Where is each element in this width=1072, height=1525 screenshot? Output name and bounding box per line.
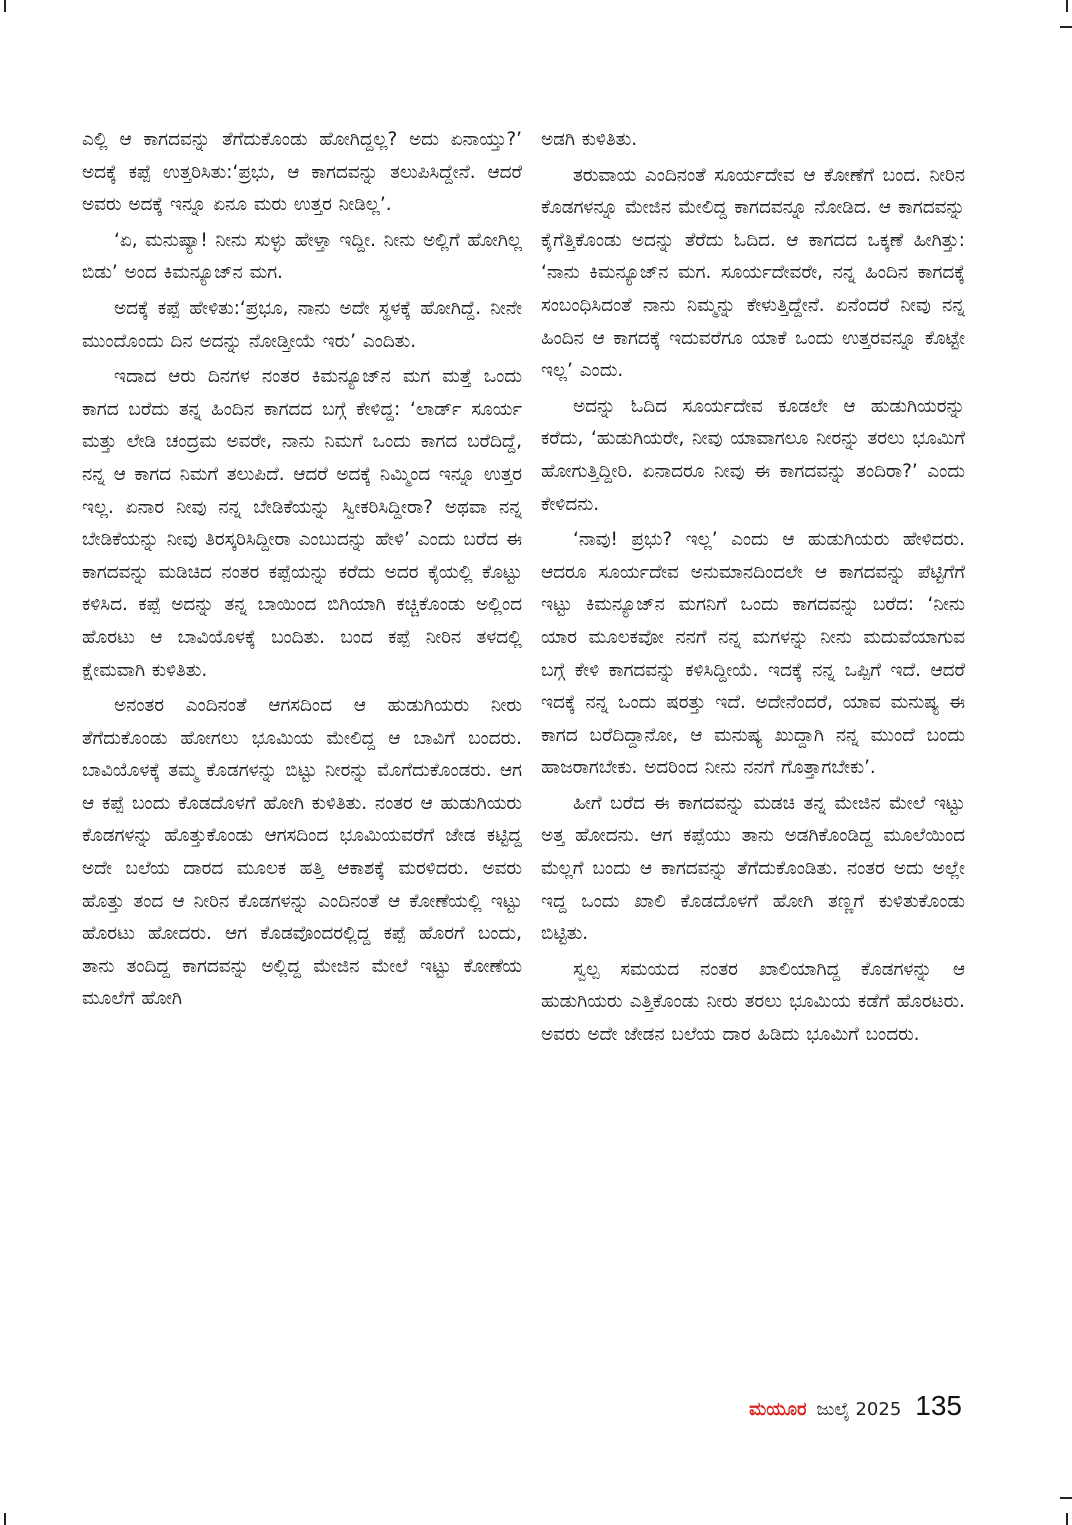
paragraph: ಅಡಗಿ ಕುಳಿತಿತು. (541, 129, 638, 150)
magazine-logo: ಮಯೂರ (749, 1399, 807, 1420)
crop-mark-right-lower (1060, 1497, 1072, 1499)
left-column (82, 124, 522, 1019)
paragraph: ‘ನಾವು! ಪ್ರಭು? ಇಲ್ಲ’ ಎಂದು ಆ ಹುಡುಗಿಯರು ಹೇಳಿದರು. ಆದರೂ ಸೂರ್ಯದೇವ ಅನುಮಾನದಿಂದಲೇ ಆ ಕಾಗದವನ್ನು ಪೆಟ್ಟಿಗೆಗೆ ಇಟ್ಟು ಕಿಮನ್ಯೂಜ್‌ನ ಮಗನಿಗೆ ಒಂದು ಕಾಗದವನ್ನು ಬರೆದ: ‘ನೀನು ಯಾರ ಮೂಲಕವೋ ನನಗೆ ನನ್ನ ಮಗಳನ್ನು ನೀನು ಮದುವೆಯಾಗುವ ಬಗ್ಗೆ ಕೇಳಿ ಕಾಗದವನ್ನು ಕಳಿಸಿದ್ದೀಯೆ. ಇದಕ್ಕೆ ನನ್ನ ಒಪ್ಪಿಗೆ ಇದೆ. ಆದರೆ ಇದಕ್ಕೆ ನನ್ನ ಒಂದು ಷರತ್ತು ಇದೆ. ಅದೇನೆಂದರೆ, ಯಾವ ಮನುಷ್ಯ ಈ ಕಾಗದ ಬರೆದಿದ್ದಾನೋ, ಆ ಮನುಷ್ಯ ಖುದ್ದಾಗಿ ನನ್ನ ಮುಂದೆ ಬಂದು ಹಾಜರಾಗಬೇಕು. ಅದರಿಂದ ನೀನು ನನಗೆ ಗೊತ್ತಾಗಬೇಕು’. (541, 529, 965, 779)
crop-mark-top-left (4, 0, 6, 12)
paragraph: ಸ್ವಲ್ಪ ಸಮಯದ ನಂತರ ಖಾಲಿಯಾಗಿದ್ದ ಕೊಡಗಳನ್ನು ಆ ಹುಡುಗಿಯರು ಎತ್ತಿಕೊಂಡು ನೀರು ತರಲು ಭೂಮಿಯ ಕಡೆಗೆ ಹೊರಟರು. ಅವರು ಅದೇ ಜೇಡನ ಬಲೆಯ ದಾರ ಹಿಡಿದು ಭೂಮಿಗೆ ಬಂದರು. (541, 958, 965, 1046)
crop-mark-bottom-left (4, 1513, 6, 1525)
page-number: 135 (915, 1390, 962, 1421)
paragraph: ‘ಏ, ಮನುಷ್ಯಾ! ನೀನು ಸುಳ್ಳು ಹೇಳ್ತಾ ಇದ್ದೀ. ನೀನು ಅಲ್ಲಿಗೆ ಹೋಗಿಲ್ಲ ಬಿಡು’ ಅಂದ ಕಿಮನ್ಯೂಜ್‌ನ ಮಗ. (82, 229, 522, 284)
paragraph: ತರುವಾಯ ಎಂದಿನಂತೆ ಸೂರ್ಯದೇವ ಆ ಕೋಣೆಗೆ ಬಂದ. ನೀರಿನ ಕೊಡಗಳನ್ನೂ ಮೇಜಿನ ಮೇಲಿದ್ದ ಕಾಗದವನ್ನೂ ನೋಡಿದ. ಆ ಕಾಗದವನ್ನು ಕೈಗೆತ್ತಿಕೊಂಡು ಅದನ್ನು ತೆರೆದು ಓದಿದ. ಆ ಕಾಗದದ ಒಕ್ಕಣೆ ಹೀಗಿತ್ತು: ‘ನಾನು ಕಿಮನ್ಯೂಜ್‌ನ ಮಗ. ಸೂರ್ಯದೇವರೇ, ನನ್ನ ಹಿಂದಿನ ಕಾಗದಕ್ಕೆ ಸಂಬಂಧಿಸಿದಂತೆ ನಾನು ನಿಮ್ಮನ್ನು ಕೇಳುತ್ತಿದ್ದೇನೆ. ಏನೆಂದರೆ ನೀವು ನನ್ನ ಹಿಂದಿನ ಆ ಕಾಗದಕ್ಕೆ ಇದುವರೆಗೂ ಯಾಕೆ ಒಂದು ಉತ್ತರವನ್ನೂ ಕೊಟ್ಟೇ ಇಲ್ಲ’ ಎಂದು. (541, 164, 965, 382)
crop-mark-top-right (1066, 0, 1068, 12)
paragraph: ಅದಕ್ಕೆ ಕಪ್ಪೆ ಹೇಳಿತು:‘ಪ್ರಭೂ, ನಾನು ಅದೇ ಸ್ಥಳಕ್ಕೆ ಹೋಗಿದ್ದೆ. ನೀನೇ ಮುಂದೊಂದು ದಿನ ಅದನ್ನು ನೋಡ್ತೀಯೆ ಇರು’ ಎಂದಿತು. (82, 297, 522, 352)
right-column (541, 124, 965, 1055)
page-footer (749, 1390, 962, 1422)
paragraph: ಅನಂತರ ಎಂದಿನಂತೆ ಆಗಸದಿಂದ ಆ ಹುಡುಗಿಯರು ನೀರು ತೆಗೆದುಕೊಂಡು ಹೋಗಲು ಭೂಮಿಯ ಮೇಲಿದ್ದ ಆ ಬಾವಿಗೆ ಬಂದರು. ಬಾವಿಯೊಳಕ್ಕೆ ತಮ್ಮ ಕೊಡಗಳನ್ನು ಬಿಟ್ಟು ನೀರನ್ನು ಮೊಗೆದುಕೊಂಡರು. ಆಗ ಆ ಕಪ್ಪೆ ಬಂದು ಕೊಡದೊಳಗೆ ಹೋಗಿ ಕುಳಿತಿತು. ನಂತರ ಆ ಹುಡುಗಿಯರು ಕೊಡಗಳನ್ನು ಹೊತ್ತುಕೊಂಡು ಆಗಸದಿಂದ ಭೂಮಿಯವರೆಗೆ ಜೇಡ ಕಟ್ಟಿದ್ದ ಅದೇ ಬಲೆಯ ದಾರದ ಮೂಲಕ ಹತ್ತಿ ಆಕಾಶಕ್ಕೆ ಮರಳಿದರು. ಅವರು ಹೊತ್ತು ತಂದ ಆ ನೀರಿನ ಕೊಡಗಳನ್ನು ಎಂದಿನಂತೆ ಆ ಕೋಣೆಯಲ್ಲಿ ಇಟ್ಟು ಹೊರಟು ಹೋದರು. ಆಗ ಕೊಡವೊಂದರಲ್ಲಿದ್ದ ಕಪ್ಪೆ ಹೊರಗೆ ಬಂದು, ತಾನು ತಂದಿದ್ದ ಕಾಗದವನ್ನು ಅಲ್ಲಿದ್ದ ಮೇಜಿನ ಮೇಲೆ ಇಟ್ಟು ಕೋಣೆಯ ಮೂಲೆಗೆ ಹೋಗಿ (82, 695, 522, 1010)
paragraph: ಇದಾದ ಆರು ದಿನಗಳ ನಂತರ ಕಿಮನ್ಯೂಜ್‌ನ ಮಗ ಮತ್ತೆ ಒಂದು ಕಾಗದ ಬರೆದು ತನ್ನ ಹಿಂದಿನ ಕಾಗದದ ಬಗ್ಗೆ ಕೇಳಿದ್ದ: ‘ಲಾರ್ಡ್ ಸೂರ್ಯ ಮತ್ತು ಲೇಡಿ ಚಂದ್ರಮ ಅವರೇ, ನಾನು ನಿಮಗೆ ಒಂದು ಕಾಗದ ಬರೆದಿದ್ದೆ, ನನ್ನ ಆ ಕಾಗದ ನಿಮಗೆ ತಲುಪಿದೆ. ಆದರೆ ಅದಕ್ಕೆ ನಿಮ್ಮಿಂದ ಇನ್ನೂ ಉತ್ತರ ಇಲ್ಲ. ಏನಾರ ನೀವು ನನ್ನ ಬೇಡಿಕೆಯನ್ನು ಸ್ವೀಕರಿಸಿದ್ದೀರಾ? ಅಥವಾ ನನ್ನ ಬೇಡಿಕೆಯನ್ನು ನೀವು ತಿರಸ್ಕರಿಸಿದ್ದೀರಾ ಎಂಬುದನ್ನು ಹೇಳಿ’ ಎಂದು ಬರೆದ ಈ ಕಾಗದವನ್ನು ಮಡಿಚಿದ ನಂತರ ಕಪ್ಪೆಯನ್ನು ಕರೆದು ಅದರ ಕೈಯಲ್ಲಿ ಕೊಟ್ಟು ಕಳಿಸಿದ. ಕಪ್ಪೆ ಅದನ್ನು ತನ್ನ ಬಾಯಿಂದ ಬಿಗಿಯಾಗಿ ಕಚ್ಚಿಕೊಂಡು ಅಲ್ಲಿಂದ ಹೊರಟು ಆ ಬಾವಿಯೊಳಕ್ಕೆ ಬಂದಿತು. ಬಂದ ಕಪ್ಪೆ ನೀರಿನ ತಳದಲ್ಲಿ ಕ್ಷೇಮವಾಗಿ ಕುಳಿತಿತು. (82, 366, 522, 681)
paragraph: ಎಲ್ಲಿ ಆ ಕಾಗದವನ್ನು ತೆಗೆದುಕೊಂಡು ಹೋಗಿದ್ದಲ್ಲ? ಅದು ಏನಾಯ್ತು?’ ಅದಕ್ಕೆ ಕಪ್ಪೆ ಉತ್ತರಿಸಿತು:‘ಪ್ರಭು, ಆ ಕಾಗದವನ್ನು ತಲುಪಿಸಿದ್ದೇನೆ. ಆದರೆ ಅವರು ಅದಕ್ಕೆ ಇನ್ನೂ ಏನೂ ಮರು ಉತ್ತರ ನೀಡಿಲ್ಲ’. (82, 129, 522, 216)
crop-mark-bottom-right (1066, 1513, 1068, 1525)
crop-mark-right-upper (1060, 26, 1072, 28)
paragraph: ಅದನ್ನು ಓದಿದ ಸೂರ್ಯದೇವ ಕೂಡಲೇ ಆ ಹುಡುಗಿಯರನ್ನು ಕರೆದು, ‘ಹುಡುಗಿಯರೇ, ನೀವು ಯಾವಾಗಲೂ ನೀರನ್ನು ತರಲು ಭೂಮಿಗೆ ಹೋಗುತ್ತಿದ್ದೀರಿ. ಏನಾದರೂ ನೀವು ಈ ಕಾಗದವನ್ನು ತಂದಿರಾ?’ ಎಂದು ಕೇಳಿದನು. (541, 395, 965, 515)
issue-date: ಜುಲೈ 2025 (816, 1399, 902, 1420)
paragraph: ಹೀಗೆ ಬರೆದ ಈ ಕಾಗದವನ್ನು ಮಡಚಿ ತನ್ನ ಮೇಜಿನ ಮೇಲೆ ಇಟ್ಟು ಅತ್ತ ಹೋದನು. ಆಗ ಕಪ್ಪೆಯು ತಾನು ಅಡಗಿಕೊಂಡಿದ್ದ ಮೂಲೆಯಿಂದ ಮೆಲ್ಲಗೆ ಬಂದು ಆ ಕಾಗದವನ್ನು ತೆಗೆದುಕೊಂಡಿತು. ನಂತರ ಅದು ಅಲ್ಲೇ ಇದ್ದ ಒಂದು ಖಾಲಿ ಕೊಡದೊಳಗೆ ಹೋಗಿ ತಣ್ಣಗೆ ಕುಳಿತುಕೊಂಡು ಬಿಟ್ಟಿತು. (541, 792, 965, 945)
